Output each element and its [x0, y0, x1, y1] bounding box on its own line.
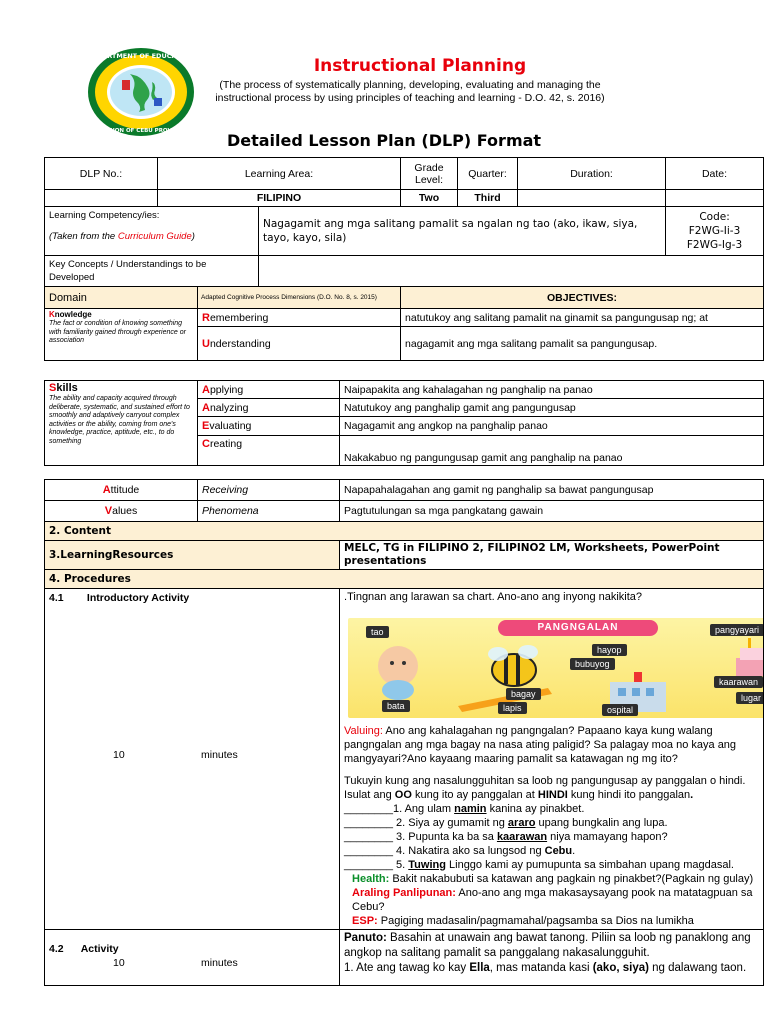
item-1-pre: 1. Ang ulam — [392, 803, 455, 815]
skills-cell — [45, 381, 198, 466]
item-5-pre: 5. — [392, 859, 409, 871]
item-2-pre: 2. Siya ay gumamit ng — [392, 817, 508, 829]
intro-minutes-label: minutes — [201, 749, 238, 761]
applying-objective: Naipapakita ang kahalagahan ng panghalip na panao — [340, 381, 764, 399]
objectives-label: OBJECTIVES: — [401, 287, 764, 309]
evaluating-objective: Nagagamit ang angkop na panghalip panao — [340, 417, 764, 436]
activity-item-1 — [344, 961, 759, 976]
health-text: Bakit nakabubuti sa katawan ang pagkain ng pinakbet?(Pagkain ng gulay) — [389, 873, 754, 885]
code-2: F2WG-Ig-3 — [686, 239, 743, 251]
applying-rest: pplying — [209, 383, 244, 396]
knowledge-desc: The fact or condition of knowing something with familiarity gained through experience or association — [49, 320, 186, 344]
evaluating-rest: valuating — [209, 420, 252, 432]
applying-first-letter: A — [202, 383, 210, 396]
dlp-no-label: DLP No.: — [45, 158, 158, 190]
creating-rest: reating — [209, 438, 243, 450]
dlp-format-title: Detailed Lesson Plan (DLP) Format — [226, 131, 542, 150]
skills-title — [49, 382, 193, 395]
item-4-blank: ________ — [344, 845, 393, 857]
item-4 — [344, 844, 759, 858]
procedures-table — [44, 479, 764, 986]
activity-minutes-num: 10 — [113, 957, 125, 969]
competency-code-cell — [666, 207, 764, 256]
ap-line — [344, 886, 759, 914]
values-process: Phenomena — [198, 501, 340, 522]
intro-content-cell — [340, 589, 764, 930]
knowledge-rest: nowledge — [54, 310, 92, 319]
deped-seal-logo — [86, 46, 196, 138]
analyzing-rest: nalyzing — [209, 401, 249, 414]
activity-row — [45, 930, 764, 986]
attitude-first-letter: A — [102, 484, 111, 496]
item-5-blank: ________ — [344, 859, 393, 871]
content-row — [45, 522, 764, 541]
label-lugar: lugar — [736, 692, 764, 704]
info-labels-row — [45, 158, 764, 190]
label-tao: tao — [366, 626, 389, 638]
competency-note — [49, 231, 254, 243]
task-pre: Tukuyin kung ang nasalungguhitan sa loob ng pangungusap ay panggalan o hindi. Isulat ang — [344, 775, 746, 801]
values-row — [45, 501, 764, 522]
learning-area-value: FILIPINO — [158, 190, 401, 207]
ap-label: Araling Panlipunan: — [352, 887, 456, 899]
label-hayop: hayop — [592, 644, 627, 656]
duration-value — [518, 190, 666, 207]
resources-row — [45, 541, 764, 570]
activity-label-cell — [45, 930, 340, 986]
intro-label-cell — [45, 589, 340, 930]
item-3-blank: ________ — [344, 831, 393, 843]
dlp-no-value — [45, 190, 158, 207]
attitude-rest: ttitude — [110, 484, 140, 496]
key-concepts-value — [259, 256, 764, 287]
understanding-first-letter: U — [202, 337, 210, 350]
task-post: kung hindi ito panggalan — [567, 789, 691, 801]
duration-label: Duration: — [518, 158, 666, 190]
picture-banner: PANGNGALAN — [498, 620, 658, 636]
label-kaarawan: kaarawan — [714, 676, 763, 688]
creating-first-letter: C — [202, 438, 210, 450]
picture-drawings — [348, 618, 764, 718]
panuto-label: Panuto: — [344, 932, 387, 944]
knowledge-row-1 — [45, 309, 764, 327]
item-3-post: niya mamayang hapon? — [547, 831, 668, 843]
info-values-row — [45, 190, 764, 207]
understanding-rest: nderstanding — [209, 337, 271, 350]
item-5-underlined: Tuwing — [408, 859, 446, 871]
knowledge-title — [49, 310, 193, 320]
item-5 — [344, 858, 759, 872]
date-label: Date: — [666, 158, 764, 190]
task-paragraph — [344, 774, 759, 802]
creating-cell — [198, 436, 340, 466]
item-3-pre: 3. Pupunta ka ba sa — [392, 831, 497, 843]
grade-level-value: Two — [401, 190, 458, 207]
values-rest: alues — [112, 505, 138, 517]
item-5-post: Linggo kami ay pumupunta sa simbahan upang magdasal. — [445, 859, 734, 871]
key-concepts-row — [45, 256, 764, 287]
process-dimensions-label: Adapted Cognitive Process Dimensions (D.O. No. 8, s. 2015) — [198, 287, 401, 309]
note-prefix: (Taken from the — [49, 231, 118, 242]
item-2-blank: ________ — [344, 817, 393, 829]
skills-rest: kills — [56, 382, 78, 394]
label-pangyayari: pangyayari — [710, 624, 764, 636]
remembering-cell — [198, 309, 401, 327]
procedures-row — [45, 570, 764, 589]
key-concepts-label: Key Concepts / Understandings to be Developed — [45, 256, 259, 287]
skills-table — [44, 380, 764, 466]
remembering-rest: emembering — [209, 311, 269, 324]
activity-item-post: ng dalawang taon. — [648, 962, 747, 974]
activity-minutes — [49, 957, 335, 971]
competency-row — [45, 207, 764, 256]
domain-header-row — [45, 287, 764, 309]
date-value — [666, 190, 764, 207]
valuing-label: Valuing: — [344, 725, 383, 737]
item-1-underlined: namin — [454, 803, 487, 815]
values-cell — [45, 501, 198, 522]
activity-item-pre: 1. Ate ang tawag ko kay — [344, 962, 470, 974]
evaluating-cell — [198, 417, 340, 436]
health-label: Health: — [352, 873, 390, 885]
activity-label: 4.2 Activity — [49, 943, 119, 955]
quarter-label: Quarter: — [458, 158, 518, 190]
quarter-value: Third — [458, 190, 518, 207]
task-mid: kung ito ay panggalan at — [411, 789, 538, 801]
esp-text: Pagiging madasalin/pagmamahal/pagsamba sa Dios na lumikha — [377, 915, 694, 927]
svg-text:DEPARTMENT OF EDUCATION: DEPARTMENT OF EDUCATION — [88, 52, 194, 60]
skills-row-1 — [45, 381, 764, 399]
remembering-objective: natutukoy ang salitang pamalit na ginamit sa pangungusap ng; at — [401, 309, 764, 327]
item-2 — [344, 816, 759, 830]
item-1 — [344, 802, 759, 816]
intro-minutes — [49, 749, 335, 763]
remembering-first-letter: R — [202, 311, 210, 324]
valuing-text: Ano ang kahalagahan ng pangngalan? Papaano kaya kung walang pangngalan ang mga bagay na nasa ating paligid? Sa palagay moa no kaya ang mangyayari?Ano kayaang maaring pamalit sa katawagan ng mg ito? — [344, 725, 737, 765]
valuing-paragraph — [344, 724, 759, 766]
attitude-objective: Napapahalagahan ang gamit ng panghalip sa bawat pangungusap — [340, 480, 764, 501]
intro-minutes-num: 10 — [113, 749, 125, 761]
activity-item-ella: Ella — [469, 962, 490, 974]
resources-label: 3.LearningResources — [45, 541, 340, 570]
content-label: 2. Content — [45, 522, 764, 541]
grade-level-label: Grade Level: — [401, 158, 458, 190]
procedures-label: 4. Procedures — [45, 570, 764, 589]
pangngalan-picture — [348, 618, 764, 718]
understanding-cell — [198, 327, 401, 361]
competency-label-cell — [45, 207, 259, 256]
evaluating-first-letter: E — [202, 420, 210, 432]
curriculum-guide-text: Curriculum Guide — [117, 231, 192, 242]
esp-label: ESP: — [352, 915, 378, 927]
item-1-blank: ________ — [344, 803, 393, 815]
attitude-cell — [45, 480, 198, 501]
item-3-underlined: kaarawan — [496, 831, 548, 843]
label-bata: bata — [382, 700, 410, 712]
item-4-post: . — [572, 845, 576, 857]
resources-text: MELC, TG in FILIPINO 2, FILIPINO2 LM, Worksheets, PowerPoint presentations — [340, 541, 764, 570]
activity-item-mid: , mas matanda kasi — [489, 962, 593, 974]
competency-text: Nagagamit ang mga salitang pamalit sa ngalan ng tao (ako, ikaw, siya, tayo, kayo, sila) — [259, 207, 666, 256]
applying-cell — [198, 381, 340, 399]
task-dot: . — [690, 789, 694, 801]
understanding-objective: nagagamit ang mga salitang pamalit sa pangungusap. — [401, 327, 764, 361]
label-lapis: lapis — [498, 702, 527, 714]
learning-area-label: Learning Area: — [158, 158, 401, 190]
values-objective: Pagtutulungan sa mga pangkatang gawain — [340, 501, 764, 522]
skills-desc: The ability and capacity acquired through deliberate, systematic, and sustained effort to smoothly and adaptively carryout complex activities or the ability, coming from one's knowledge, practice, aptitude, etc., to do something — [49, 395, 190, 445]
competency-label: Learning Competency/ies: — [49, 210, 160, 221]
dlp-info-table — [44, 157, 764, 361]
item-4-bold: Cebu — [544, 845, 573, 857]
instructional-planning-subtitle: (The process of systematically planning, developing, evaluating and managing the instructional process by using principles of teaching and learning - D.O. 42, s. 2016) — [215, 79, 605, 104]
values-first-letter: V — [104, 505, 113, 517]
knowledge-first-letter: K — [49, 310, 55, 319]
code-label: Code: — [699, 211, 730, 223]
label-bubuyog: bubuyog — [570, 658, 615, 670]
item-2-underlined: araro — [507, 817, 536, 829]
attitude-process: Receiving — [198, 480, 340, 501]
ap-text: Ano-ano ang mga makasaysayang pook na matatagpuan sa Cebu? — [352, 887, 753, 913]
analyzing-cell — [198, 399, 340, 417]
attitude-row — [45, 480, 764, 501]
activity-item-choice: (ako, siya) — [592, 962, 649, 974]
intro-label: 4.1 Introductory Activity — [49, 592, 190, 604]
analyzing-objective: Natutukoy ang panghalip gamit ang pangungusap — [340, 399, 764, 417]
label-ospital: ospital — [602, 704, 638, 716]
code-1: F2WG-Ii-3 — [688, 225, 741, 237]
task-hindi: HINDI — [537, 789, 568, 801]
task-oo: OO — [394, 789, 412, 801]
intro-instruction: .Tingnan ang larawan sa chart. Ano-ano ang inyong nakikita? — [344, 591, 643, 603]
panuto-text: Basahin at unawain ang bawat tanong. Piliin sa loob ng panaklong ang angkop na salitang pamalit sa panggalang nakasalungguhit. — [344, 932, 751, 959]
creating-objective: Nakakabuo ng pangungusap gamit ang panghalip na panao — [340, 436, 764, 466]
activity-content-cell — [340, 930, 764, 986]
intro-activity-row — [45, 589, 764, 930]
domain-label: Domain — [45, 287, 198, 309]
knowledge-cell — [45, 309, 198, 361]
item-3 — [344, 830, 759, 844]
health-line — [344, 872, 759, 886]
activity-minutes-label: minutes — [201, 957, 238, 969]
esp-line — [344, 914, 759, 928]
label-bagay: bagay — [506, 688, 541, 700]
item-4-pre: 4. Nakatira ako sa lungsod ng — [392, 845, 545, 857]
svg-text:DIVISION OF CEBU PROVINCE: DIVISION OF CEBU PROVINCE — [95, 128, 187, 134]
item-2-post: upang bungkalin ang lupa. — [535, 817, 668, 829]
note-suffix: ) — [191, 231, 195, 242]
panuto-paragraph — [344, 931, 759, 961]
analyzing-first-letter: A — [202, 401, 210, 414]
instructional-planning-title: Instructional Planning — [313, 56, 527, 76]
item-1-post: kanina ay pinakbet. — [486, 803, 585, 815]
skills-first-letter: S — [49, 382, 57, 394]
